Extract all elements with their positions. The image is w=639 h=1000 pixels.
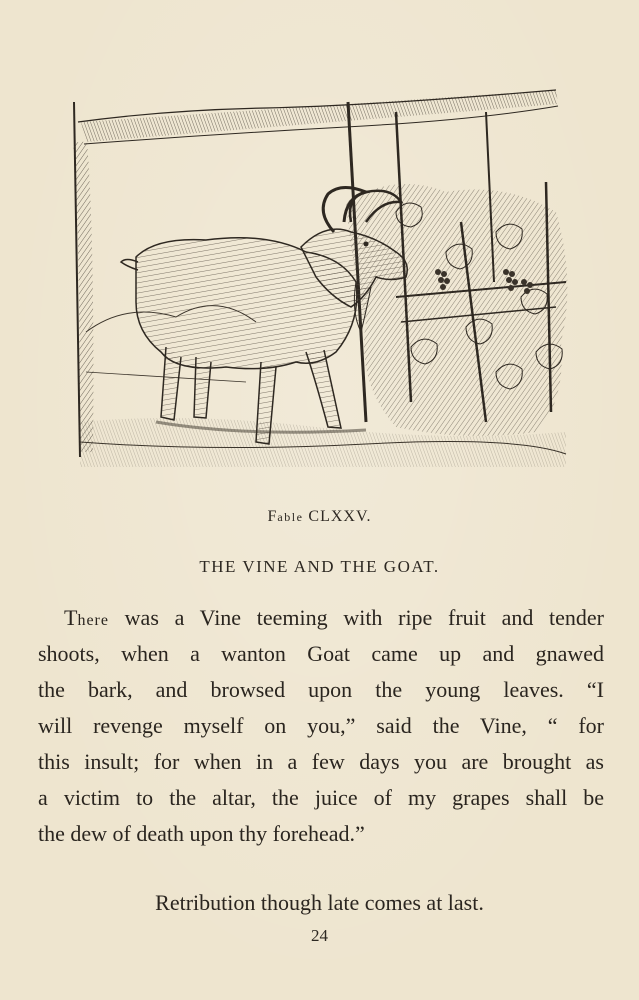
fable-moral: Retribution though late comes at last. xyxy=(155,890,484,915)
text-line: will revenge myself on you,” said the Vine, “ for xyxy=(38,713,604,738)
text-line: a victim to the altar, the juice of my grapes shall be xyxy=(38,785,604,810)
goat-eating-vine-engraving xyxy=(66,82,576,467)
fable-label-initial: F xyxy=(267,508,278,525)
text-line: the dew of death upon thy forehead.” xyxy=(38,821,365,846)
drop-initial: T xyxy=(64,605,78,630)
fable-roman-numeral: CLXXV. xyxy=(308,508,372,525)
first-word-small-caps: here xyxy=(77,612,109,629)
fable-body-text xyxy=(38,600,604,852)
text-line: this insult; for when in a few days you are brought as xyxy=(38,749,604,774)
fable-title: THE VINE AND THE GOAT. xyxy=(199,557,440,576)
text-line: shoots, when a wanton Goat came up and gnawed xyxy=(38,641,604,666)
fable-label-rest: able xyxy=(277,510,304,524)
line-1-text: was a Vine teeming with ripe fruit and tender xyxy=(108,605,604,630)
text-line xyxy=(38,600,604,636)
text-line: the bark, and browsed upon the young leaves. “I xyxy=(38,677,604,702)
fable-number xyxy=(0,508,639,526)
page-number: 24 xyxy=(311,926,328,945)
